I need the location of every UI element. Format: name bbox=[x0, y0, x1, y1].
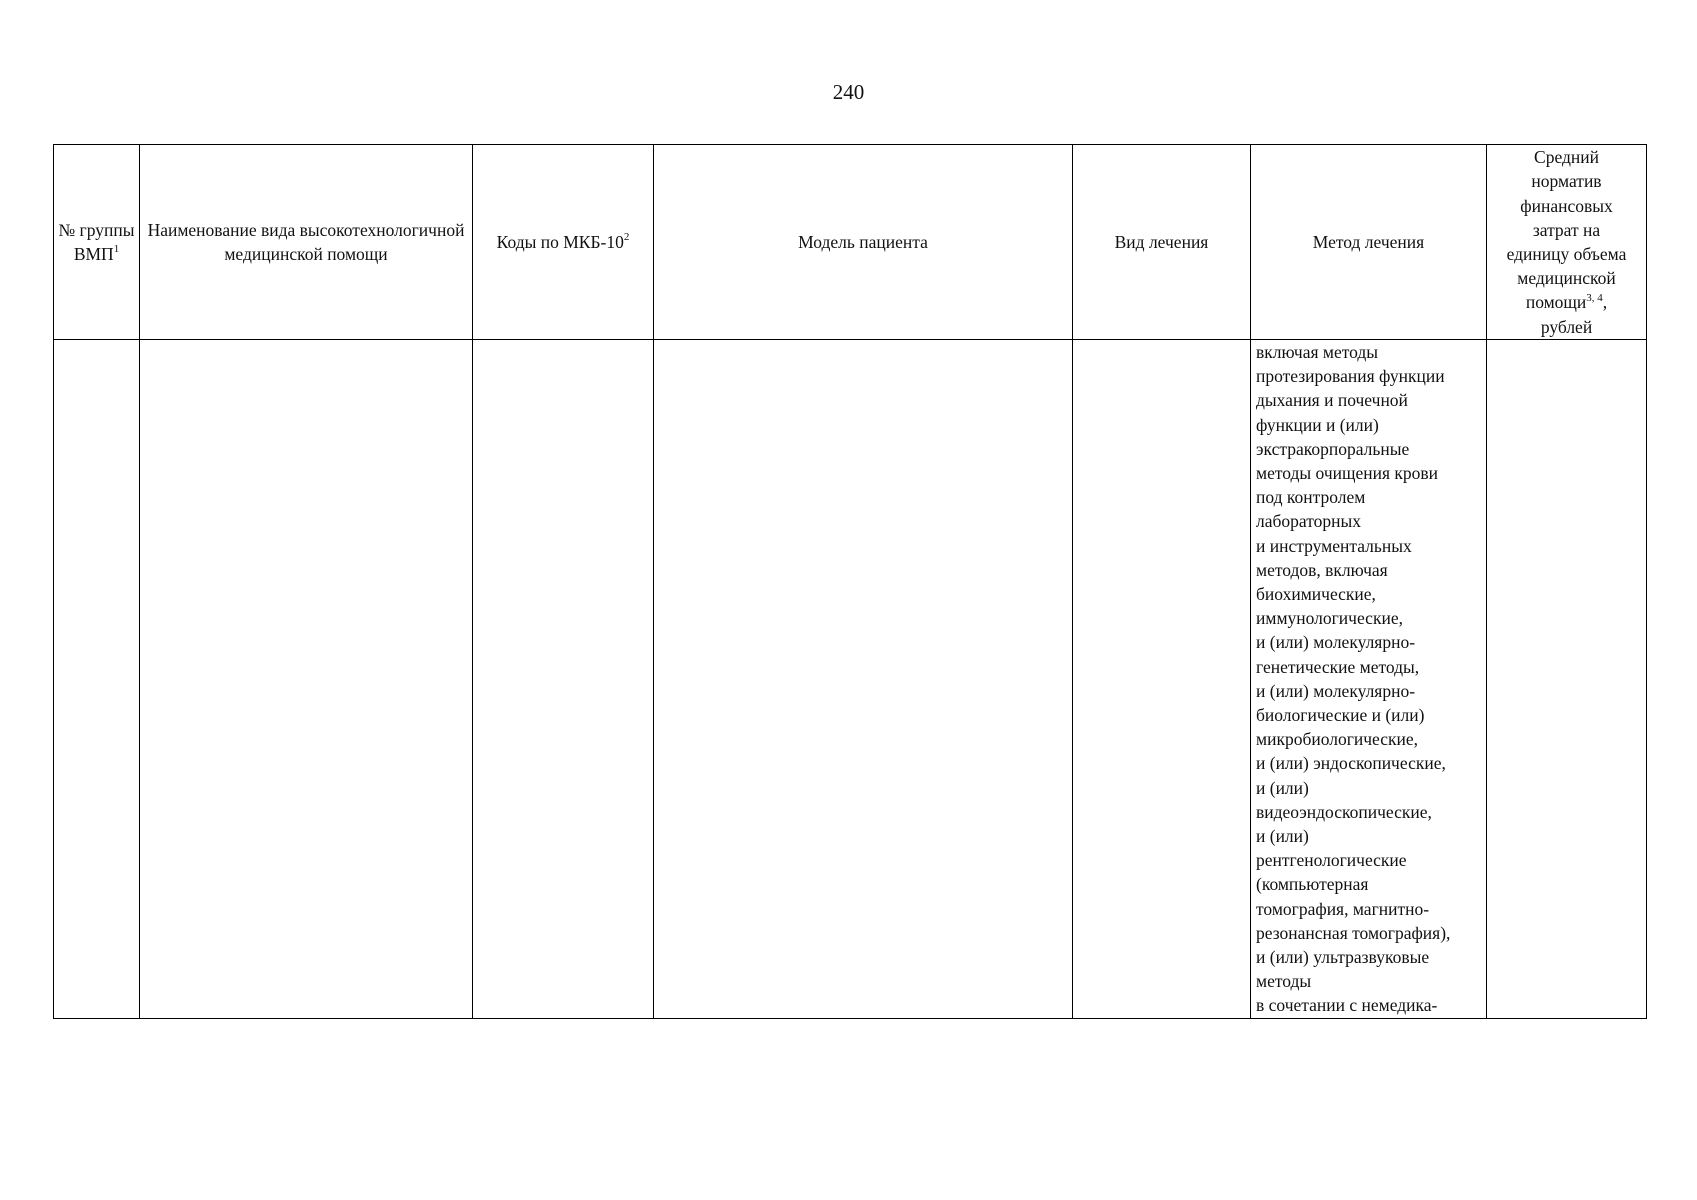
header-cost-line-with-footnote bbox=[1489, 290, 1644, 314]
method-line: протезирования функции bbox=[1256, 366, 1445, 387]
method-line: резонансная томография), bbox=[1256, 922, 1451, 943]
method-line: генетические методы, bbox=[1256, 656, 1420, 677]
header-patient-model bbox=[654, 145, 1073, 340]
header-cost-line: Средний bbox=[1534, 147, 1599, 168]
method-line: биологические и (или) bbox=[1256, 705, 1425, 726]
method-line: включая методы bbox=[1256, 342, 1379, 362]
header-cost-line: затрат на bbox=[1532, 219, 1601, 240]
header-patient-model-text: Модель пациента bbox=[798, 231, 928, 252]
method-line: иммунологические, bbox=[1256, 608, 1403, 629]
method-line: и инструментальных bbox=[1256, 535, 1412, 556]
method-line: видеоэндоскопические, bbox=[1256, 801, 1432, 822]
cell-icd-codes bbox=[473, 340, 654, 1019]
page-number: 240 bbox=[832, 80, 865, 104]
header-average-cost bbox=[1487, 145, 1647, 340]
header-icd-codes-text: Коды по МКБ-10 bbox=[496, 231, 624, 252]
method-line: и (или) bbox=[1256, 826, 1309, 847]
header-care-name-text: Наименование вида высокотехнологичной медицинской помощи bbox=[147, 219, 465, 264]
method-line: микробиологические, bbox=[1256, 729, 1419, 750]
header-cost-line: единицу объема bbox=[1506, 244, 1627, 264]
cell-treatment-type bbox=[1073, 340, 1251, 1019]
high-tech-care-table bbox=[53, 144, 1647, 1019]
method-line: методов, включая bbox=[1256, 559, 1388, 580]
header-cost-line: медицинской bbox=[1517, 268, 1616, 289]
method-line: и (или) молекулярно- bbox=[1256, 680, 1416, 701]
header-cost-comma: , bbox=[1602, 292, 1608, 313]
method-line: экстракорпоральные bbox=[1256, 438, 1410, 459]
method-line: лабораторных bbox=[1256, 511, 1362, 532]
header-treatment-type bbox=[1073, 145, 1251, 340]
method-line: функции и (или) bbox=[1256, 414, 1379, 435]
method-line: под контролем bbox=[1256, 487, 1366, 508]
header-group-number-text: № группы ВМП bbox=[58, 219, 135, 264]
header-cost-footnote: 3, 4 bbox=[1586, 291, 1603, 304]
header-cost-line: финансовых bbox=[1520, 195, 1613, 216]
method-line: методы очищения крови bbox=[1256, 463, 1439, 484]
method-line: в сочетании с немедика- bbox=[1256, 995, 1438, 1016]
table-header-row bbox=[54, 145, 1647, 340]
header-icd-codes bbox=[473, 145, 654, 340]
method-line: рентгенологические bbox=[1256, 850, 1407, 871]
cell-average-cost bbox=[1487, 340, 1647, 1019]
method-line: и (или) молекулярно- bbox=[1256, 632, 1416, 653]
cell-patient-model bbox=[654, 340, 1073, 1019]
table-row bbox=[54, 340, 1647, 1019]
header-care-name bbox=[140, 145, 473, 340]
header-cost-line: помощи bbox=[1525, 292, 1587, 313]
header-icd-codes-footnote: 2 bbox=[623, 231, 630, 244]
cell-care-name bbox=[140, 340, 473, 1019]
header-cost-line: рублей bbox=[1540, 316, 1593, 337]
method-line: и (или) ультразвуковые bbox=[1256, 947, 1430, 968]
method-line: и (или) эндоскопические, bbox=[1256, 753, 1446, 774]
method-line: методы bbox=[1256, 971, 1312, 992]
header-treatment-type-text: Вид лечения bbox=[1114, 231, 1209, 252]
method-line: дыхания и почечной bbox=[1256, 390, 1408, 411]
header-treatment-method-text: Метод лечения bbox=[1312, 231, 1425, 252]
method-line: биохимические, bbox=[1256, 584, 1376, 605]
header-group-number-footnote: 1 bbox=[113, 243, 120, 256]
method-line: (компьютерная bbox=[1256, 874, 1369, 895]
header-treatment-method bbox=[1251, 145, 1487, 340]
cell-treatment-method bbox=[1251, 340, 1487, 1019]
cell-group-number bbox=[54, 340, 140, 1019]
method-line: и (или) bbox=[1256, 777, 1309, 798]
method-line: томография, магнитно- bbox=[1256, 898, 1430, 919]
header-group-number bbox=[54, 145, 140, 340]
header-cost-line: норматив bbox=[1531, 171, 1602, 192]
